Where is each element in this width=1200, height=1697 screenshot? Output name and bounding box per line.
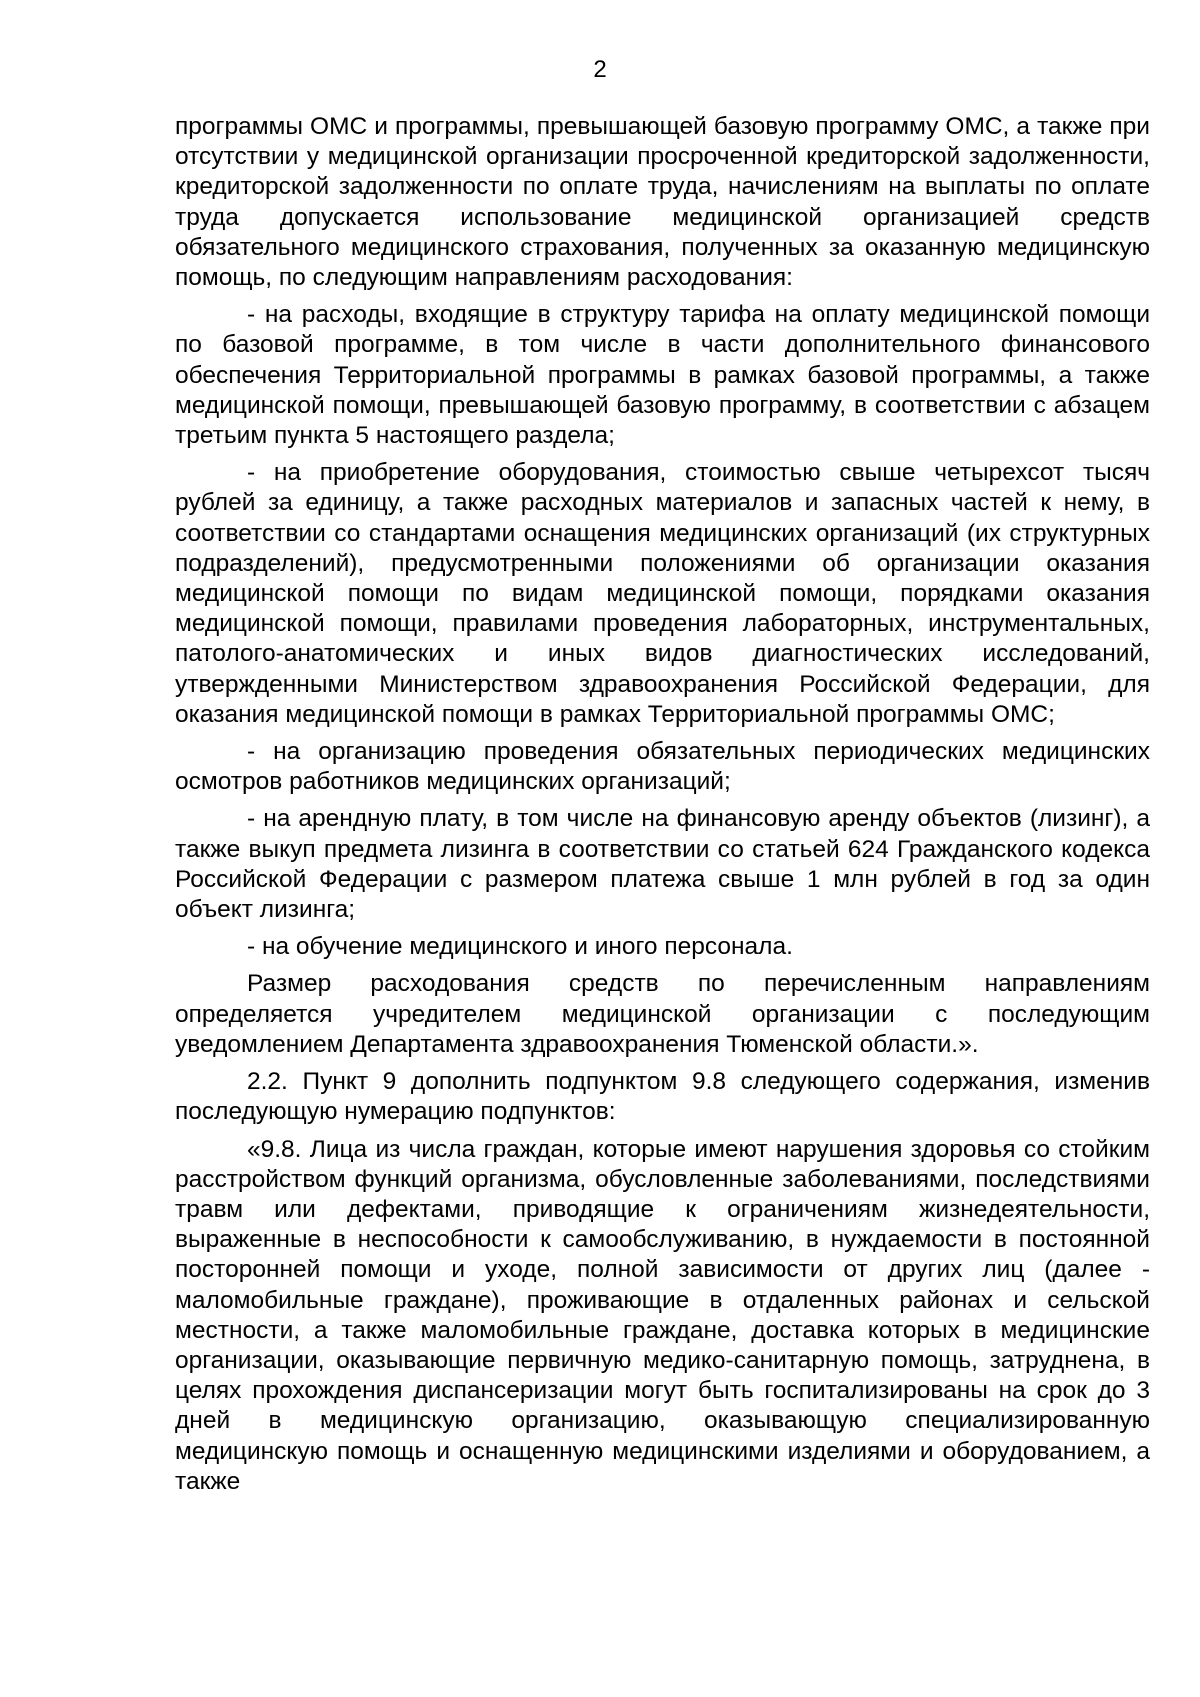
paragraph-expense-amount: Размер расходования средств по перечисленным направлениям определяется учредителем медицинской организации с последующим уведомлением Департамента здравоохранения Тюменской области.». bbox=[175, 970, 1150, 1058]
paragraph-list-item-equipment: - на приобретение оборудования, стоимостью свыше четырехсот тысяч рублей за единицу, а также расходных материалов и запасных частей к нему, в соответствии со стандартами оснащения медицинских организаций (их структурных подразделений), предусмотренными положениями об организации оказания медицинской помощи по видам медицинской помощи, порядками оказания медицинской помощи, правилами проведения лабораторных, инструментальных, патолого-анатомических и иных видов диагностических исследований, утвержденными Министерством здравоохранения Российской Федерации, для оказания медицинской помощи в рамках Территориальной программы ОМС; bbox=[175, 459, 1150, 728]
paragraph-list-item-medical-exams: - на организацию проведения обязательных периодических медицинских осмотров работников медицинских организаций; bbox=[175, 738, 1150, 796]
paragraph-list-item-leasing: - на арендную плату, в том числе на финансовую аренду объектов (лизинг), а также выкуп предмета лизинга в соответствии со статьей 624 Гражданского кодекса Российской Федерации с размером платежа свыше 1 млн рублей в год за один объект лизинга; bbox=[175, 805, 1150, 924]
page-number: 2 bbox=[593, 56, 607, 83]
paragraph-subitem-9-8: «9.8. Лица из числа граждан, которые имеют нарушения здоровья со стойким расстройством функций организма, обусловленные заболеваниями, последствиями травм или дефектами, приводящие к ограничениям жизнедеятельности, выраженные в неспособности к самообслуживанию, в нуждаемости в постоянной посторонней помощи и уходе, полной зависимости от других лиц (далее - маломобильные граждане), проживающие в отдаленных районах и сельской местности, а также маломобильные граждане, доставка которых в медицинские организации, оказывающие первичную медико-санитарную помощь, затруднена, в целях прохождения диспансеризации могут быть госпитализированы на срок до 3 дней в медицинскую организацию, оказывающую специализированную медицинскую помощь и оснащенную медицинскими изделиями и оборудованием, а также bbox=[175, 1135, 1150, 1495]
paragraph-amendment-2-2: 2.2. Пункт 9 дополнить подпунктом 9.8 следующего содержания, изменив последующую нумерацию подпунктов: bbox=[175, 1068, 1150, 1126]
paragraph-list-item-expenses: - на расходы, входящие в структуру тарифа на оплату медицинской помощи по базовой программе, в том числе в части дополнительного финансового обеспечения Территориальной программы в рамках базовой программы, а также медицинской помощи, превышающей базовую программу, в соответствии с абзацем третьим пункта 5 настоящего раздела; bbox=[175, 301, 1150, 450]
paragraph-continuation: программы ОМС и программы, превышающей базовую программу ОМС, а также при отсутствии у медицинской организации просроченной кредиторской задолженности, кредиторской задолженности по оплате труда, начислениям на выплаты по оплате труда допускается использование медицинской организацией средств обязательного медицинского страхования, полученных за оказанную медицинскую помощь, по следующим направлениям расходования: bbox=[175, 113, 1150, 292]
document-body bbox=[175, 112, 1150, 1504]
paragraph-list-item-training: - на обучение медицинского и иного персонала. bbox=[247, 933, 793, 961]
